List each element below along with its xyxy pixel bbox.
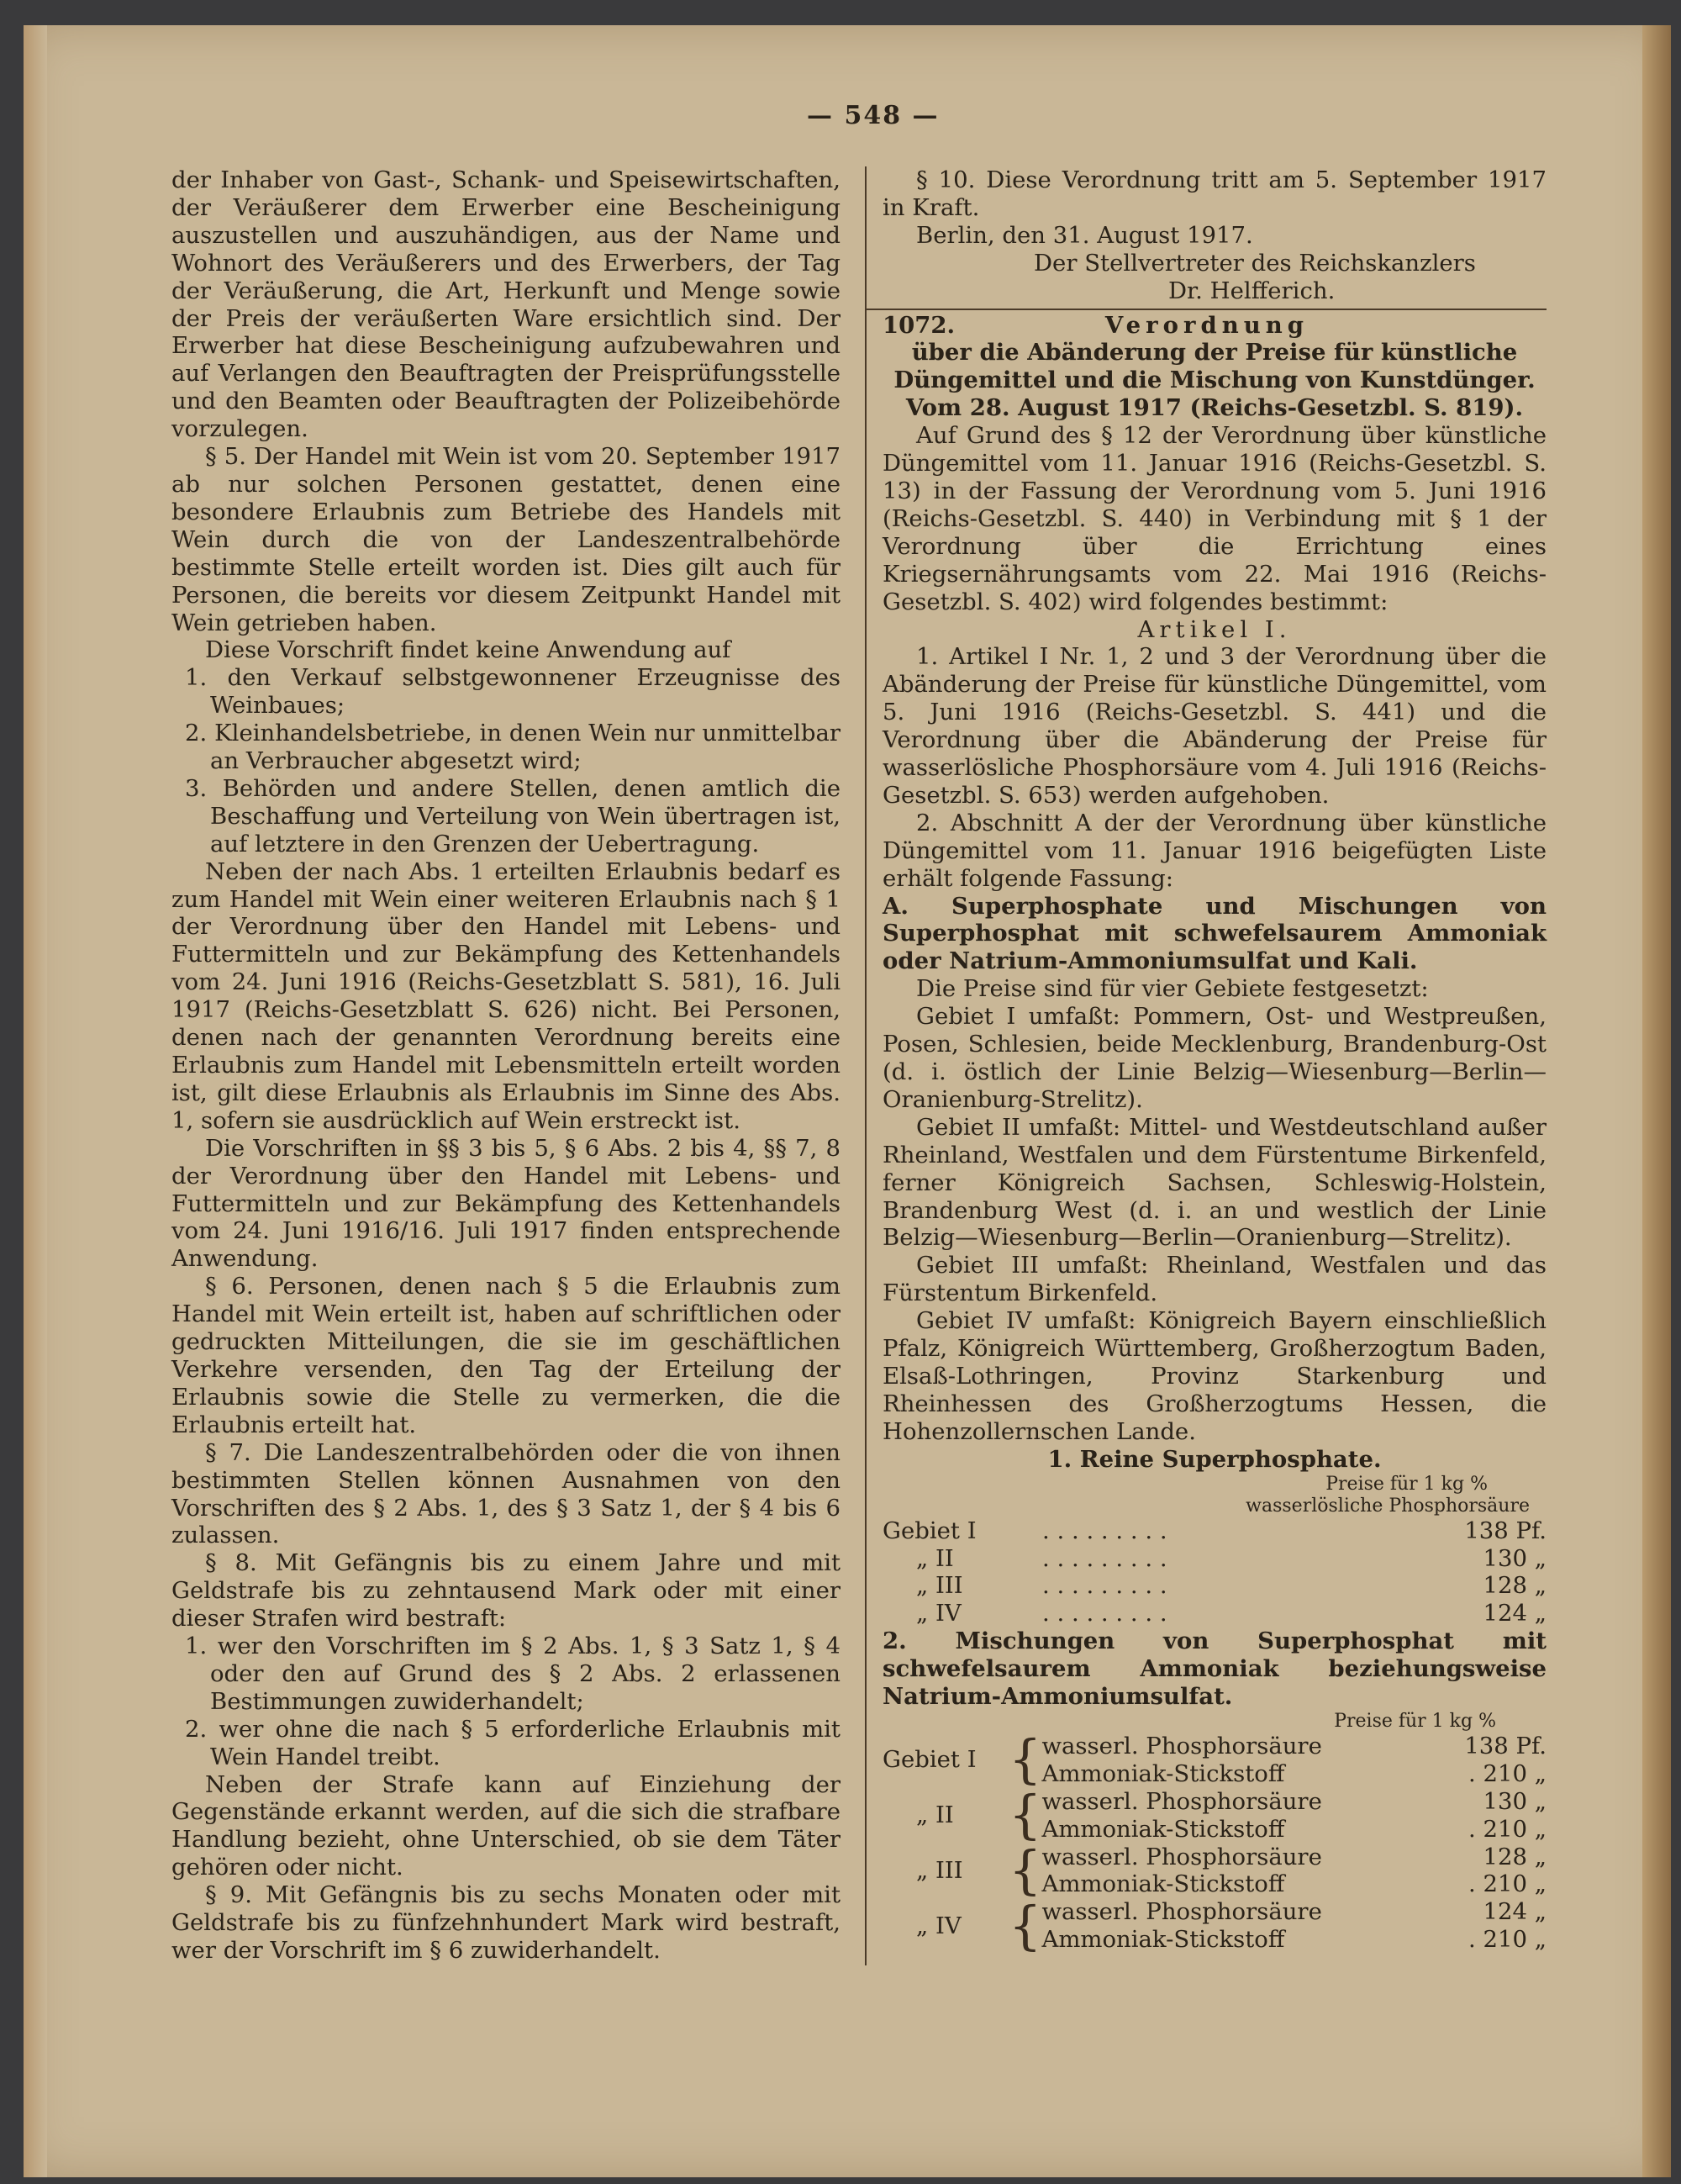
- paragraph-section-6: § 6. Personen, denen nach § 5 die Erlaubnis zum Handel mit Wein erteilt ist, haben auf schriftlichen oder gedruckten Mitteilungen, die sie im geschäftlichen Verkehre versenden, den Tag der Erteilung der Erlaubnis sowie die Stelle zu vermerken, die die Erlaubnis erteilt hat.: [171, 1273, 840, 1438]
- list-item: 1. den Verkauf selbstgewonnener Erzeugnisse des Weinbaues;: [185, 664, 840, 720]
- component-label: Ammoniak-Stickstoff: [1041, 1870, 1285, 1898]
- table-row: [883, 1517, 1547, 1545]
- page-spine: [24, 25, 47, 2177]
- price-cell: 130 „: [1483, 1544, 1547, 1572]
- signer-name: Dr. Helfferich.: [1168, 277, 1336, 304]
- page-number: — 548 —: [807, 101, 940, 130]
- ordinance-number: 1072.: [883, 311, 956, 339]
- ordinance-subheading: über die Abänderung der Preise für künstliche Düngemittel und die Mischung von Kunstdünger. Vom 28. August 1917 (Reichs-Gesetzbl. S. 819).: [893, 339, 1536, 422]
- paragraph: 1. Artikel I Nr. 1, 2 und 3 der Verordnung über die Abänderung der Preise für künstliche Düngemittel, vom 5. Juni 1916 (Reichs-Gesetzbl. S. 441) und die Verordnung über die Abänderung der Preise für wasserlösliche Phosphorsäure vom 4. Juli 1916 (Reichs-Gesetzbl. S. 653) werden aufgehoben.: [883, 643, 1547, 809]
- brace-symbol: {: [1009, 1784, 1042, 1846]
- region-definition: Gebiet II umfaßt: Mittel- und Westdeutschland außer Rheinland, Westfalen und dem Fürstentume Birkenfeld, ferner Königreich Sachsen, Schleswig-Holstein, Brandenburg West (d. i. an und westlich der Linie Belzig—Wiesenburg—Berlin—Oranienburg—Strelitz).: [883, 1113, 1547, 1252]
- section-a-heading: A. Superphosphate und Mischungen von Superphosphat mit schwefelsaurem Ammoniak oder Natrium-Ammoniumsulfat und Kali.: [883, 892, 1547, 975]
- region-cell: „ II: [916, 1544, 954, 1572]
- list-item: 2. wer ohne die nach § 5 erforderliche Erlaubnis mit Wein Handel treibt.: [185, 1715, 840, 1770]
- price-cell: . 210 „: [1468, 1870, 1547, 1898]
- article-heading: Artikel I.: [1137, 615, 1292, 643]
- signer-title: Der Stellvertreter des Reichskanzlers: [1034, 249, 1476, 277]
- price-cell: 138 Pf.: [1464, 1517, 1547, 1544]
- component-label: Ammoniak-Stickstoff: [1041, 1815, 1285, 1843]
- paragraph-section-5: § 5. Der Handel mit Wein ist vom 20. September 1917 ab nur solchen Personen gestattet, denen eine besondere Erlaubnis zum Betriebe des Handels mit Wein durch die von der Landeszentralbehörde bestimmte Stelle erteilt worden ist. Dies gilt auch für Personen, die bereits vor diesem Zeitpunkt Handel mit Wein getrieben haben.: [171, 443, 840, 636]
- component-label: Ammoniak-Stickstoff: [1041, 1926, 1285, 1954]
- table-row: [883, 1788, 1547, 1816]
- brace-symbol: {: [1009, 1728, 1042, 1791]
- region-cell: „ III: [916, 1857, 963, 1885]
- ordinance-heading-line: [883, 312, 1547, 340]
- book-edge: [1642, 25, 1671, 2177]
- ordinance-title: Verordnung: [1104, 311, 1309, 339]
- component-label: Ammoniak-Stickstoff: [1041, 1759, 1285, 1787]
- table-row: [883, 1733, 1547, 1760]
- region-cell: „ III: [916, 1572, 963, 1600]
- price-cell: 128 „: [1483, 1572, 1547, 1600]
- paragraph: Neben der nach Abs. 1 erteilten Erlaubnis bedarf es zum Handel mit Wein einer weiteren Erlaubnis nach § 1 der Verordnung über den Handel mit Lebens- und Futtermitteln und zur Bekämpfung des Kettenhandels vom 24. Juni 1916 (Reichs-Gesetzblatt S. 581), 16. Juli 1917 (Reichs-Gesetzblatt S. 626) nicht. Bei Personen, denen nach der genannten Verordnung bereits eine Erlaubnis zum Handel mit Lebensmitteln erteilt worden ist, gilt diese Erlaubnis als Erlaubnis im Sinne des Abs. 1, sofern sie ausdrücklich auf Wein erstreckt ist.: [171, 857, 840, 1134]
- section-rule: [866, 309, 1547, 310]
- paragraph-section-7: § 7. Die Landeszentralbehörden oder die von ihnen bestimmten Stellen können Ausnahmen von den Vorschriften des § 2 Abs. 1, des § 3 Satz 1, der § 4 bis 6 zulassen.: [171, 1438, 840, 1549]
- table-row: [883, 1545, 1547, 1573]
- paragraph: Diese Vorschrift findet keine Anwendung auf: [205, 636, 731, 664]
- region-cell: „ II: [916, 1802, 954, 1829]
- price-table-1: [883, 1517, 1547, 1628]
- paragraph-section-8: § 8. Mit Gefängnis bis zu einem Jahre und mit Geldstrafe bis zu zehntausend Mark oder mit einer dieser Strafen wird bestraft:: [171, 1549, 840, 1633]
- dot-leader: . . . . . . . . .: [1042, 1517, 1167, 1544]
- paragraph: Neben der Strafe kann auf Einziehung der Gegenstände erkannt werden, auf die sich die strafbare Handlung bezieht, ohne Unterschied, ob sie dem Täter gehören oder nicht.: [171, 1770, 840, 1881]
- brace-symbol: {: [1009, 1894, 1042, 1956]
- region-definition: Gebiet I umfaßt: Pommern, Ost- und Westpreußen, Posen, Schlesien, beide Mecklenburg, Brandenburg-Ost (d. i. östlich der Linie Belzig—Wiesenburg—Berlin—Oranienburg-Strelitz).: [883, 1003, 1547, 1113]
- dot-leader: . . . . . . . . .: [1042, 1572, 1167, 1600]
- paragraph: 2. Abschnitt A der der Verordnung über künstliche Düngemittel vom 11. Januar 1916 beigefügten Liste erhält folgende Fassung:: [883, 809, 1547, 892]
- region-cell: Gebiet I: [883, 1517, 977, 1544]
- table-row: [883, 1572, 1547, 1600]
- table-2-title: 2. Mischungen von Superphosphat mit schwefelsaurem Ammoniak beziehungsweise Natrium-Ammoniumsulfat.: [883, 1627, 1547, 1711]
- table-row: [883, 1600, 1547, 1627]
- region-definition: Gebiet III umfaßt: Rheinland, Westfalen und das Fürstentum Birkenfeld.: [883, 1252, 1547, 1307]
- brace-symbol: {: [1009, 1839, 1042, 1902]
- component-label: wasserl. Phosphorsäure: [1041, 1898, 1322, 1926]
- price-cell: 124 „: [1483, 1898, 1547, 1926]
- paragraph: der Inhaber von Gast-, Schank- und Speisewirtschaften, der Veräußerer dem Erwerber eine Bescheinigung auszustellen und auszuhändigen, aus der Name und Wohnort des Veräußerers und des Erwerbers, der Tag der Veräußerung, die Art, Herkunft und Menge sowie der Preis der veräußerten Ware ersichtlich sind. Der Erwerber hat diese Bescheinigung aufzubewahren und auf Verlangen den Beauftragten der Preisprüfungsstelle und den Beamten oder Beauftragten der Polizeibehörde vorzulegen.: [171, 166, 840, 443]
- paragraph: Die Preise sind für vier Gebiete festgesetzt:: [916, 975, 1429, 1003]
- table-1-header: Preise für 1 kg %: [1325, 1473, 1488, 1495]
- component-label: wasserl. Phosphorsäure: [1041, 1732, 1322, 1759]
- paragraph-section-10: § 10. Diese Verordnung tritt am 5. September 1917 in Kraft.: [883, 166, 1547, 221]
- paragraph: Auf Grund des § 12 der Verordnung über künstliche Düngemittel vom 11. Januar 1916 (Reichs-Gesetzbl. S. 13) in der Fassung der Verordnung vom 5. Juni 1916 (Reichs-Gesetzbl. S. 440) in Verbindung mit § 1 der Verordnung über die Errichtung eines Kriegsernährungsamts vom 22. Mai 1916 (Reichs-Gesetzbl. S. 402) wird folgendes bestimmt:: [883, 422, 1547, 615]
- price-cell: . 210 „: [1468, 1926, 1547, 1954]
- table-1-title: 1. Reine Superphosphate.: [1047, 1445, 1382, 1473]
- list-item: 1. wer den Vorschriften im § 2 Abs. 1, § 3 Satz 1, § 4 oder den auf Grund des § 2 Abs. 2 erlassenen Bestimmungen zuwiderhandelt;: [185, 1633, 840, 1715]
- right-column: [883, 166, 1547, 1954]
- date-line: Berlin, den 31. August 1917.: [916, 221, 1253, 249]
- paragraph: Die Vorschriften in §§ 3 bis 5, § 6 Abs. 2 bis 4, §§ 7, 8 der Verordnung über den Handel mit Lebens- und Futtermitteln und zur Bekämpfung des Kettenhandels vom 24. Juni 1916/16. Juli 1917 finden entsprechende Anwendung.: [171, 1134, 840, 1273]
- table-row: [883, 1898, 1547, 1926]
- left-column: [171, 166, 840, 1965]
- region-cell: „ IV: [916, 1600, 962, 1627]
- paragraph-section-9: § 9. Mit Gefängnis bis zu sechs Monaten oder mit Geldstrafe bis zu fünfzehnhundert Mark wird bestraft, wer der Vorschrift im § 6 zuwiderhandelt.: [171, 1881, 840, 1964]
- column-divider: [865, 166, 867, 1965]
- region-definition: Gebiet IV umfaßt: Königreich Bayern einschließlich Pfalz, Königreich Württemberg, Großherzogtum Baden, Elsaß-Lothringen, Provinz Starkenburg und Rheinhessen des Großherzogtums Hessen, die Hohenzollernschen Lande.: [883, 1307, 1547, 1445]
- region-cell: „ IV: [916, 1912, 962, 1939]
- price-cell: 128 „: [1483, 1843, 1547, 1870]
- price-cell: 124 „: [1483, 1600, 1547, 1627]
- price-cell: 138 Pf.: [1464, 1732, 1547, 1759]
- component-label: wasserl. Phosphorsäure: [1041, 1787, 1322, 1815]
- dot-leader: . . . . . . . . .: [1042, 1600, 1167, 1627]
- dot-leader: . . . . . . . . .: [1042, 1544, 1167, 1572]
- price-cell: . 210 „: [1468, 1815, 1547, 1843]
- component-label: wasserl. Phosphorsäure: [1041, 1843, 1322, 1870]
- region-cell: Gebiet I: [883, 1746, 977, 1774]
- price-cell: . 210 „: [1468, 1759, 1547, 1787]
- table-2-header: Preise für 1 kg %: [1334, 1710, 1496, 1732]
- price-cell: 130 „: [1483, 1787, 1547, 1815]
- list-item: 2. Kleinhandelsbetriebe, in denen Wein nur unmittelbar an Verbraucher abgesetzt wird;: [185, 720, 840, 775]
- price-table-2: [883, 1728, 1547, 1956]
- table-row: [883, 1844, 1547, 1871]
- table-1-header: wasserlösliche Phosphorsäure: [1246, 1495, 1530, 1517]
- list-item: 3. Behörden und andere Stellen, denen amtlich die Beschaffung und Verteilung von Wein übertragen ist, auf letztere in den Grenzen der Uebertragung.: [185, 774, 840, 857]
